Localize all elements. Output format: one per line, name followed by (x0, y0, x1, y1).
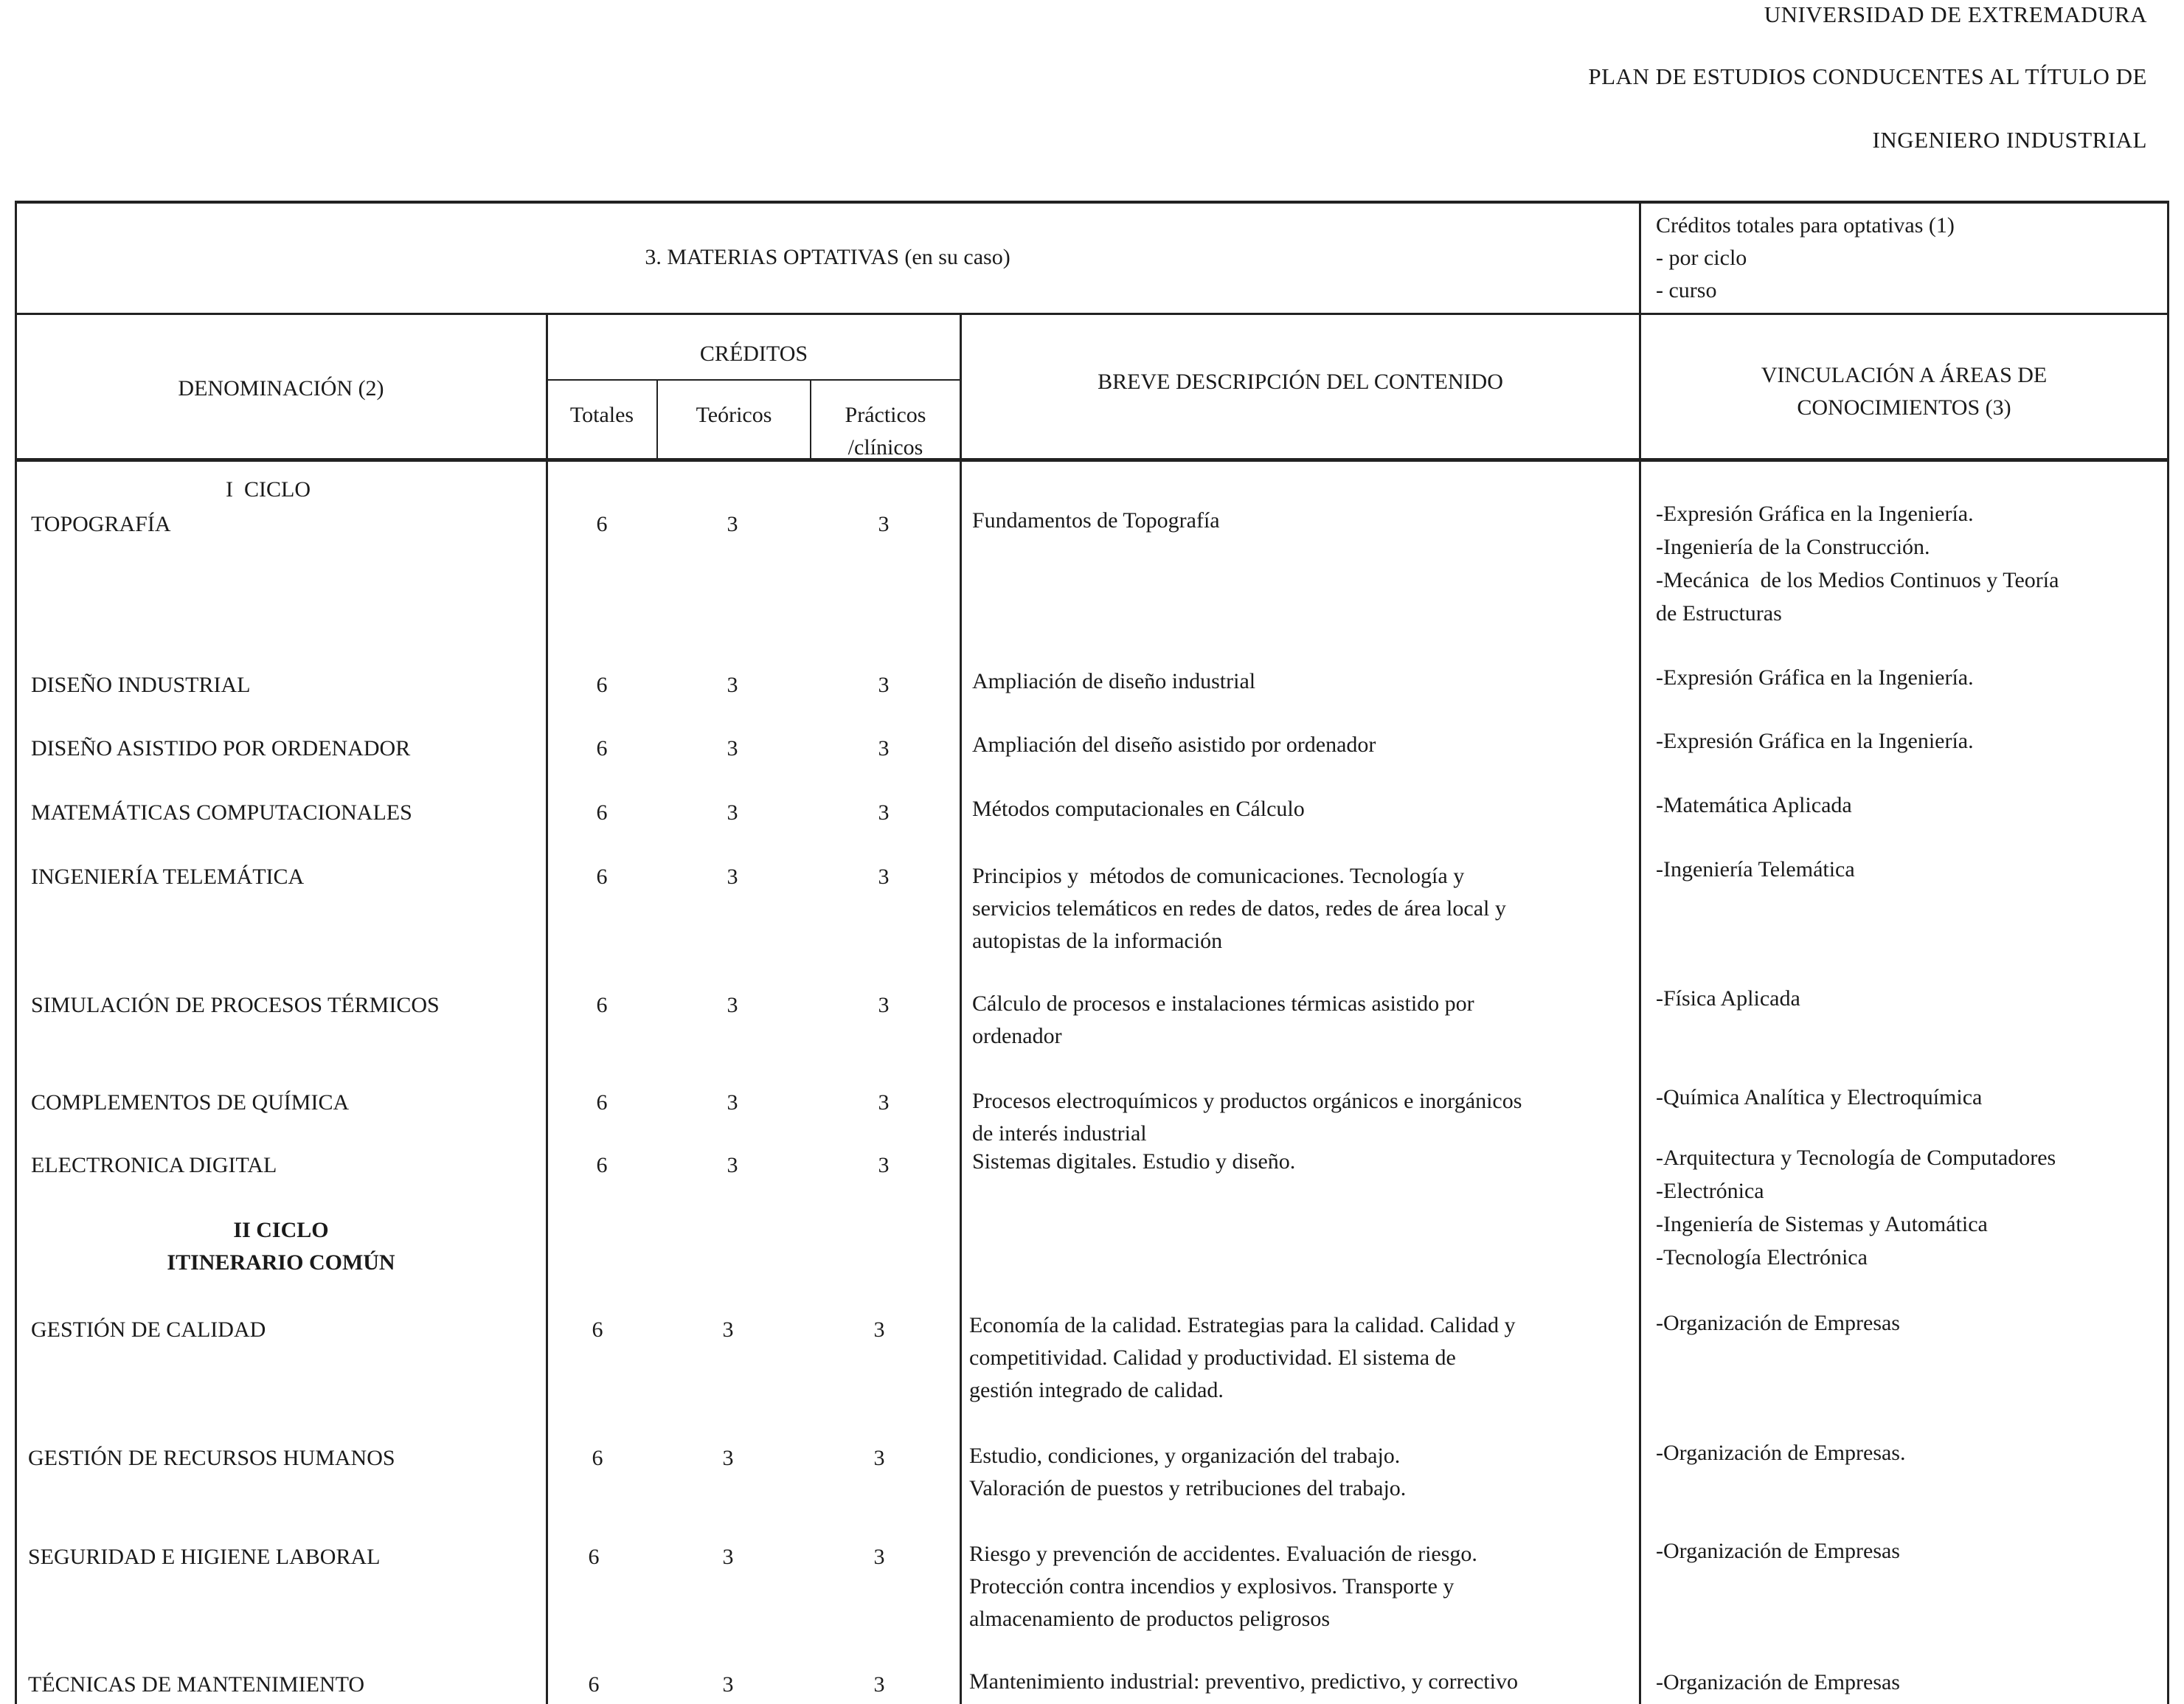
row-teoricos: 3 (727, 512, 738, 536)
row-practicos: 3 (878, 993, 890, 1017)
university-name: UNIVERSIDAD DE EXTREMADURA (1764, 1, 2147, 27)
row-totales: 6 (588, 1672, 600, 1697)
header-teoricos: Teóricos (696, 403, 772, 427)
section-ii-ciclo: II CICLO (233, 1218, 329, 1242)
row-description: Fundamentos de Topografía (972, 508, 1220, 533)
title-row-divider (1639, 201, 1641, 315)
row-teoricos: 3 (722, 1545, 734, 1569)
row-name: GESTIÓN DE CALIDAD (31, 1317, 266, 1342)
row-description: Cálculo de procesos e instalaciones térmicas asistido por ordenador (972, 991, 1474, 1048)
row-name: MATEMÁTICAS COMPUTACIONALES (31, 800, 412, 825)
row-description: Ampliación del diseño asistido por ordenador (972, 732, 1376, 757)
row-areas: -Expresión Gráfica en la Ingeniería. (1656, 665, 1974, 690)
row-description: Principios y métodos de comunicaciones. Tecnología y servicios telemáticos en redes de datos, redes de área local y autopistas de la información (972, 864, 1506, 953)
row-practicos: 3 (873, 1446, 885, 1470)
table-right-border (2167, 201, 2169, 1704)
row-teoricos: 3 (727, 1153, 738, 1177)
row-totales: 6 (596, 512, 608, 536)
row-areas: -Organización de Empresas (1656, 1311, 1900, 1335)
creditos-sub-border (546, 379, 960, 381)
row-practicos: 3 (878, 736, 890, 761)
row-name: DISEÑO ASISTIDO POR ORDENADOR (31, 736, 411, 761)
row-practicos: 3 (878, 1153, 890, 1177)
row-practicos: 3 (873, 1317, 885, 1342)
row-practicos: 3 (878, 865, 890, 889)
row-name: DISEÑO INDUSTRIAL (31, 673, 251, 697)
row-teoricos: 3 (727, 736, 738, 761)
row-teoricos: 3 (727, 1090, 738, 1115)
header-practicos: Prácticos (845, 403, 926, 427)
row-name: SIMULACIÓN DE PROCESOS TÉRMICOS (31, 993, 440, 1017)
table-top-border (15, 201, 2169, 204)
section-i-ciclo: I CICLO (226, 477, 311, 502)
header-creditos: CRÉDITOS (699, 342, 808, 366)
row-totales: 6 (596, 1153, 608, 1177)
row-areas: -Matemática Aplicada (1656, 793, 1852, 817)
row-areas: -Expresión Gráfica en la Ingeniería. -Ingeniería de la Construcción. -Mecánica de los Medios Continuos y Teoría de Estructuras (1656, 502, 2059, 626)
row-name: ELECTRONICA DIGITAL (31, 1153, 277, 1177)
row-teoricos: 3 (727, 800, 738, 825)
row-name: GESTIÓN DE RECURSOS HUMANOS (28, 1446, 395, 1470)
row-totales: 6 (596, 993, 608, 1017)
header-descripcion: BREVE DESCRIPCIÓN DEL CONTENIDO (1098, 370, 1503, 394)
row-areas: -Arquitectura y Tecnología de Computadores -Electrónica -Ingeniería de Sistemas y Automática -Tecnología Electrónica (1656, 1146, 2056, 1270)
row-areas: -Organización de Empresas (1656, 1670, 1900, 1694)
row-totales: 6 (592, 1317, 603, 1342)
row-totales: 6 (592, 1446, 603, 1470)
header-vinculacion: VINCULACIÓN A ÁREAS DE (1761, 363, 2048, 387)
row-totales: 6 (596, 865, 608, 889)
row-areas: -Química Analítica y Electroquímica (1656, 1085, 1983, 1109)
row-name: INGENIERÍA TELEMÁTICA (31, 865, 305, 889)
row-areas: -Expresión Gráfica en la Ingeniería. (1656, 729, 1974, 753)
header-conocimientos: CONOCIMIENTOS (3) (1797, 395, 2011, 420)
row-practicos: 3 (873, 1672, 885, 1697)
row-totales: 6 (596, 1090, 608, 1115)
row-areas: -Organización de Empresas (1656, 1539, 1900, 1563)
row-teoricos: 3 (722, 1672, 734, 1697)
row-name: SEGURIDAD E HIGIENE LABORAL (28, 1545, 381, 1569)
credits-per-cycle-label: - por ciclo (1656, 246, 1747, 270)
col-divider-descripcion (1639, 313, 1641, 1704)
row-teoricos: 3 (722, 1446, 734, 1470)
header-clinicos: /clínicos (847, 435, 923, 460)
table-left-border (15, 201, 17, 1704)
row-totales: 6 (588, 1545, 600, 1569)
row-name: COMPLEMENTOS DE QUÍMICA (31, 1090, 350, 1115)
row-practicos: 3 (878, 800, 890, 825)
row-totales: 6 (596, 800, 608, 825)
row-totales: 6 (596, 736, 608, 761)
row-teoricos: 3 (722, 1317, 734, 1342)
row-description: Economía de la calidad. Estrategias para la calidad. Calidad y competitividad. Calidad y productividad. El sistema de gestión integrado de calidad. (969, 1313, 1516, 1402)
row-teoricos: 3 (727, 673, 738, 697)
row-teoricos: 3 (727, 865, 738, 889)
row-description: Sistemas digitales. Estudio y diseño. (972, 1149, 1296, 1174)
row-teoricos: 3 (727, 993, 738, 1017)
row-practicos: 3 (878, 673, 890, 697)
row-practicos: 3 (878, 512, 890, 536)
degree-title: INGENIERO INDUSTRIAL (1872, 127, 2147, 153)
row-description: Riesgo y prevención de accidentes. Evaluación de riesgo. Protección contra incendios y explosivos. Transporte y almacenamiento de productos peligrosos (969, 1542, 1477, 1631)
title-row-bottom-border (15, 313, 2169, 315)
col-divider-denominacion (546, 313, 548, 1704)
row-name: TOPOGRAFÍA (31, 512, 171, 536)
row-description: Mantenimiento industrial: preventivo, predictivo, y correctivo (969, 1669, 1518, 1694)
row-name: TÉCNICAS DE MANTENIMIENTO (28, 1672, 365, 1697)
table-title: 3. MATERIAS OPTATIVAS (en su caso) (645, 245, 1010, 269)
row-practicos: 3 (873, 1545, 885, 1569)
row-description: Métodos computacionales en Cálculo (972, 797, 1305, 821)
row-areas: -Organización de Empresas. (1656, 1441, 1906, 1465)
row-description: Ampliación de diseño industrial (972, 669, 1256, 693)
row-description: Estudio, condiciones, y organización del trabajo. Valoración de puestos y retribuciones del trabajo. (969, 1444, 1407, 1500)
row-areas: -Ingeniería Telemática (1656, 857, 1855, 882)
header-bottom-border (15, 458, 2169, 462)
row-areas: -Física Aplicada (1656, 986, 1800, 1011)
row-practicos: 3 (878, 1090, 890, 1115)
row-totales: 6 (596, 673, 608, 697)
credits-per-course-label: - curso (1656, 278, 1717, 302)
row-description: Procesos electroquímicos y productos orgánicos e inorgánicos de interés industrial (972, 1089, 1522, 1146)
plan-title: PLAN DE ESTUDIOS CONDUCENTES AL TÍTULO DE (1588, 63, 2147, 89)
header-totales: Totales (569, 403, 634, 427)
col-divider-creditos (960, 313, 962, 1704)
credits-total-label: Créditos totales para optativas (1) (1656, 213, 1955, 238)
section-itinerario-comun: ITINERARIO COMÚN (167, 1250, 395, 1275)
header-denominacion: DENOMINACIÓN (2) (178, 376, 384, 401)
